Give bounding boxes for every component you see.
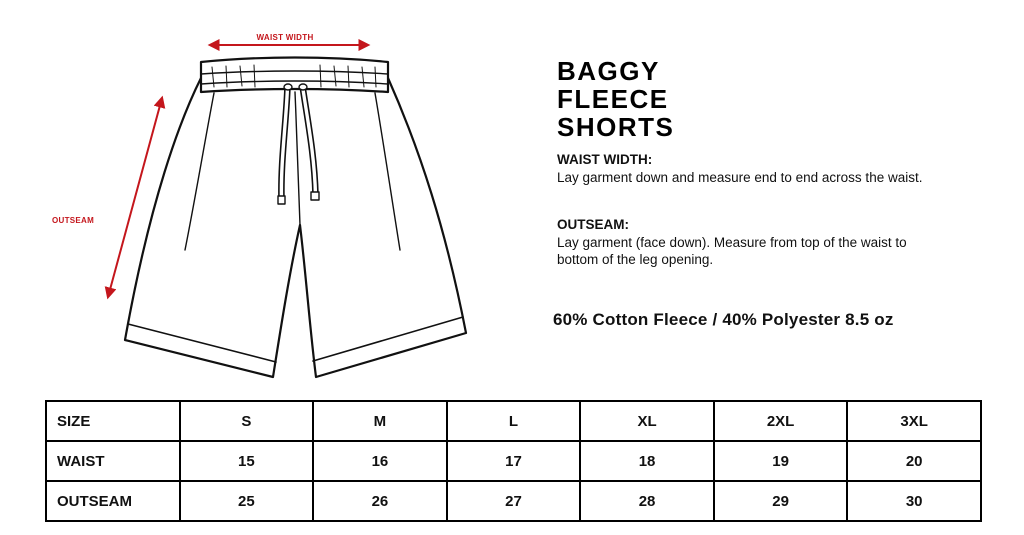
header-cell-m: M xyxy=(313,401,447,441)
size-chart-table xyxy=(45,400,982,522)
header-cell-size: SIZE xyxy=(46,401,180,441)
table-row-outseam xyxy=(46,481,981,521)
outseam-label: OUTSEAM xyxy=(52,216,95,225)
row-label-waist: WAIST xyxy=(46,441,180,481)
table-cell: 18 xyxy=(580,441,714,481)
waist-width-heading: WAIST WIDTH: xyxy=(557,152,653,167)
shorts-outline xyxy=(125,58,466,378)
table-cell: 20 xyxy=(847,441,981,481)
table-cell: 30 xyxy=(847,481,981,521)
shorts-diagram xyxy=(40,25,490,385)
title-line-2: FLEECE xyxy=(557,84,669,114)
title-line-3: SHORTS xyxy=(557,112,675,142)
outseam-instructions: Lay garment (face down). Measure from top of the waist to bottom of the leg opening. xyxy=(557,235,907,267)
product-title xyxy=(557,57,674,141)
table-row-waist xyxy=(46,441,981,481)
table-cell: 17 xyxy=(447,441,581,481)
table-header-row xyxy=(46,401,981,441)
row-label-outseam: OUTSEAM xyxy=(46,481,180,521)
fabric-composition: 60% Cotton Fleece / 40% Polyester 8.5 oz xyxy=(553,310,894,329)
waist-width-label: WAIST WIDTH xyxy=(256,33,314,42)
title-line-1: BAGGY xyxy=(557,56,660,86)
table-cell: 25 xyxy=(180,481,314,521)
header-cell-xl: XL xyxy=(580,401,714,441)
table-cell: 27 xyxy=(447,481,581,521)
table-cell: 19 xyxy=(714,441,848,481)
header-cell-3xl: 3XL xyxy=(847,401,981,441)
waist-width-instructions: Lay garment down and measure end to end across the waist. xyxy=(557,170,923,185)
table-cell: 28 xyxy=(580,481,714,521)
header-cell-2xl: 2XL xyxy=(714,401,848,441)
header-cell-s: S xyxy=(180,401,314,441)
table-cell: 16 xyxy=(313,441,447,481)
outseam-heading: OUTSEAM: xyxy=(557,217,629,232)
table-cell: 29 xyxy=(714,481,848,521)
table-cell: 26 xyxy=(313,481,447,521)
table-cell: 15 xyxy=(180,441,314,481)
header-cell-l: L xyxy=(447,401,581,441)
